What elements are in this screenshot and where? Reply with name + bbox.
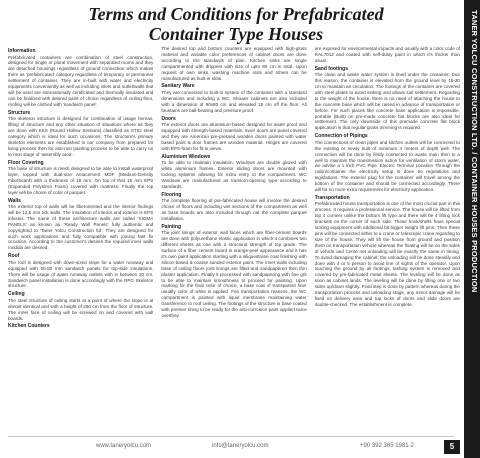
- footer-email-link[interactable]: info@taneryolcu.com: [212, 443, 269, 449]
- section-paragraph: The skeleton structure is designed for combination of usage hereas, lifting of structure and any other situation of situations where as they are done with KKS (Round Hollow Sections) classified as ST52 steel category which is ideal for such occasions. The structure's primary skeleton elements are established in our company from prepared for living process then for anti-rust painting process to be able to carry on to next stage of 'assembly area'.: [8, 116, 154, 157]
- section-paragraph: Prefabricated house transportation is one of the most crucial part in this process. It requires a professional service. The house will be lifted from top 4 corners unlike the bottom lift type and there will be 4 lifting lock brackets on the corner of each side. These hook/shells have special locking equipment with additional bit bigger weight lift pins. Then these pins will be connected either to a crane or telescopic crane regarding to size of the house. They will lift the house from ground and position them on transportation vehicle whereas the floating will be on the sides of vehicle and Cente net unloading will be exactly the same in timing. To avoid damaging the cabinet, the unloading will be done steadily and done with 4 or 5 person to avoid line of sights of the operator. Upon touching the ground by all footings, lashing system is removed and covered by pre-fabricated metal sheets. The leveling will be done as soon as cabinet lands. The leveling will be done by lifting one or two sides up/down slightly. Final step is done by pattern whereas during the transportation process and unloading stage, any minor damage will be fixed on delivery area and top locks of doors and slide doors are double-checked. The establishment is complete.: [314, 201, 460, 307]
- column-1: [8, 46, 153, 434]
- section-heading: Painting: [161, 223, 182, 230]
- section-paragraph: They are connected to built-in system of the container with a standard dimensions and including a WC. Shower cabinets are also included with a dimension of 90x80 cm and elevated 15 cm off the floor. All fountains are ball-bearing and pressure proof.: [161, 89, 307, 113]
- section-heading: Transportation: [314, 194, 350, 201]
- footer-website-link[interactable]: www.taneryolcu.com: [96, 443, 152, 449]
- section-paragraph: To be able to maintain insulation, Windows are double glazed with white aluminium frames. Exterior sliding doors are mounted with locking systems allowing for extra entry to the compartment. WC Windows are manufactured as transom-opening type according to standards.: [161, 160, 307, 189]
- section-paragraph: The steel structure of ceiling starts at a point of where the slope is at almost identical and with a height of 250 cm from the floor of structure. The inner face of ceiling will be screwed on and covered with wall boards.: [8, 297, 154, 321]
- section-heading: Walls: [8, 197, 21, 204]
- section-paragraph: Prefabricated containers are combination of steel construction, designed for single or plural movement with separated rooms and they are detached housings regardless of ground connection which makes them as 'prefabricated' category regardless of temporary or permanent settlement of container. They are in-built with water and electricity equipments conveniently as well as including inlets and outlet/walls that will be used are internationally certificated and thermally insulated and can be finalized with desired paint of choice regardless of ceiling floor, roofing will be clothed with 'sandwich panel'.: [8, 54, 154, 107]
- section-heading: Sanitary Ware: [161, 83, 195, 90]
- section-heading: Floor Covering: [8, 159, 44, 166]
- section-heading: Connection of Pipings: [314, 133, 368, 140]
- section-heading: Doors: [161, 115, 176, 122]
- section-paragraph: The base of structure is mesh designed to be able to install waterproof layer, topped with dual-size Antacement MDF (Medium-Density Fiberboard) with a thickness of 18 mm. On top of that 15 mm EPS (Expanded Polystron Foam) covered with mattress. Finally the top layer will be choice of color of parquet.: [8, 166, 154, 195]
- column-3: [315, 46, 460, 434]
- section-paragraph: The roof is designed with down-sized slope for a water runaway and equipped with 60-50 mm sandwich panels for top-side insulations. There will be usage of water runaway outlets with in between 20 cm. Sandwich panel installation is done accordingly with the RPG Skeleton structure.: [8, 259, 154, 289]
- section-paragraph: The exterior top of walls will be fiberoriented and the interior findings will be 12,5 mm tick walls. The insulation of interior and exterior is EPS infused. The name of these architecture walls are called 'SIGMA PANELS' as known as 'Ready Wall Panels' fully authentic and copyrighted to 'Taner Yolcu Construction ltd'. They are designed for such work applications and fully compatible with joining fast fix occasion. According to the customer's desires the required inner walls modula are desired.: [8, 204, 154, 251]
- section-heading: Ceiling: [8, 291, 25, 298]
- section-heading: Sand footings: [314, 65, 348, 72]
- column-2: [161, 46, 306, 434]
- footer-divider: [8, 436, 454, 437]
- section-paragraph: The connections of clean pipes and kitchen outlets will be connected to the existing or newly built of minimum 4 meters of depth well. The connection will be done by firstly connected to waste main then to a well to maintain the transmission action for ventilation of storm water, we advise a 1 inch PVC Pipe. Electric Terminal Location Through the cabin/container the electricity setup is done be regulations and legislations. The exterior plug for the container will travel among the bottom of the container and should be connected accordingly. There will be no more extra requirement for electricity application.: [314, 139, 460, 193]
- section-heading: Roof: [8, 253, 20, 260]
- section-paragraph: The desired top and bottom counters are equipped with high-gloss material and variable color preferences of cabinet doors are done according to the standards of plan. Kitchen sinks are single compartmented with drippers with size of upto 80 cm in total. Upon request of own sinks, washing machine slots and others can be manufactured as built-in slots.: [161, 46, 307, 81]
- text-columns: [8, 46, 460, 434]
- section-heading: Structure: [8, 109, 31, 116]
- title-line-2: Container Type Houses: [148, 24, 324, 44]
- page-number: 5: [444, 440, 460, 454]
- side-band: [464, 0, 480, 458]
- section-paragraph: The joint linings of exterior wall faces which are fiber-cement boards are done with polyurethane elastic application in which it combines two different sheets as one with a structural strength of top grade. The surface of a fiber cement board is orange-peel appearance and it has it's own paint application starting with a siliquestrane coat finishing with silicon-based & coarse sanded exterior paint. The inner walls including base of ceiling floors joint linings are filled and sandpapered then thin plaster application. Finally it processed with sandpapering with fine grit to be able to maintain smoothness to proceed for painting. Upon marking for the final color of choice, a base coat of transparent finer usually color of white is applied. Fan transportation reasons, the WC compartment is painted with liquid membrane maintaining water transference to roof ceiling. The footings of the structure is base coated with premier lining to be ready for the anti-corrosion paint applied twice overthey: [161, 230, 307, 318]
- section-paragraph: are exposed for environmental impacts and usually with a color code of RAL7012 and coated with self-dusty paint in which it's thicker than usual.: [314, 46, 460, 63]
- page-title: [86, 4, 386, 44]
- side-band-text: TANER YOLCU CONSTRUCTION LTD. / CONTAINER HOUSES PRODUCTION: [470, 10, 479, 293]
- footer-phone: +90 392 365 1981-2: [360, 443, 414, 449]
- section-heading: Aluminium Windows: [161, 153, 211, 160]
- section-heading: Kitchen Counters: [8, 323, 50, 330]
- section-heading: Flooring: [161, 191, 182, 198]
- footer: [0, 434, 464, 458]
- section-paragraph: The complete flooring of pre-fabricated house will involve the desired choice of floors and including wet sections of the compartment as well as base boards are also included through out the complete parquet installation.: [161, 198, 307, 221]
- section-heading: Information: [8, 48, 36, 54]
- title-line-1: Terms and Conditions for Prefabricated: [88, 4, 384, 24]
- section-paragraph: The clean and waste water system is lined under the container. Due this reason, the container is elevated from the ground level by 15-30 cm to maintain air circulation. The footings of the container are covered with steel plates to avoid sinking and allows soil settlement. Regarding to the weight of the house, there is no need of attaching the house to the concrete base which will be raised in advance of transportation or before. For such places like concrete base application is impossible, portable (Built) on pre-made concrete flat blocks are also ideal for settlement. The only downside of this premade concrete flat block application is that regular grass trimming is required.: [314, 72, 460, 131]
- section-paragraph: The exterior doors are aluminium-based designed for water proof and equipped with strength-based materials. Inner doors are panel covered and they are American pre-pressed wooden doors painted with water based paint & door frames are wooden material. Hinges are covered with EPS-foam for fit-in views.: [161, 122, 307, 151]
